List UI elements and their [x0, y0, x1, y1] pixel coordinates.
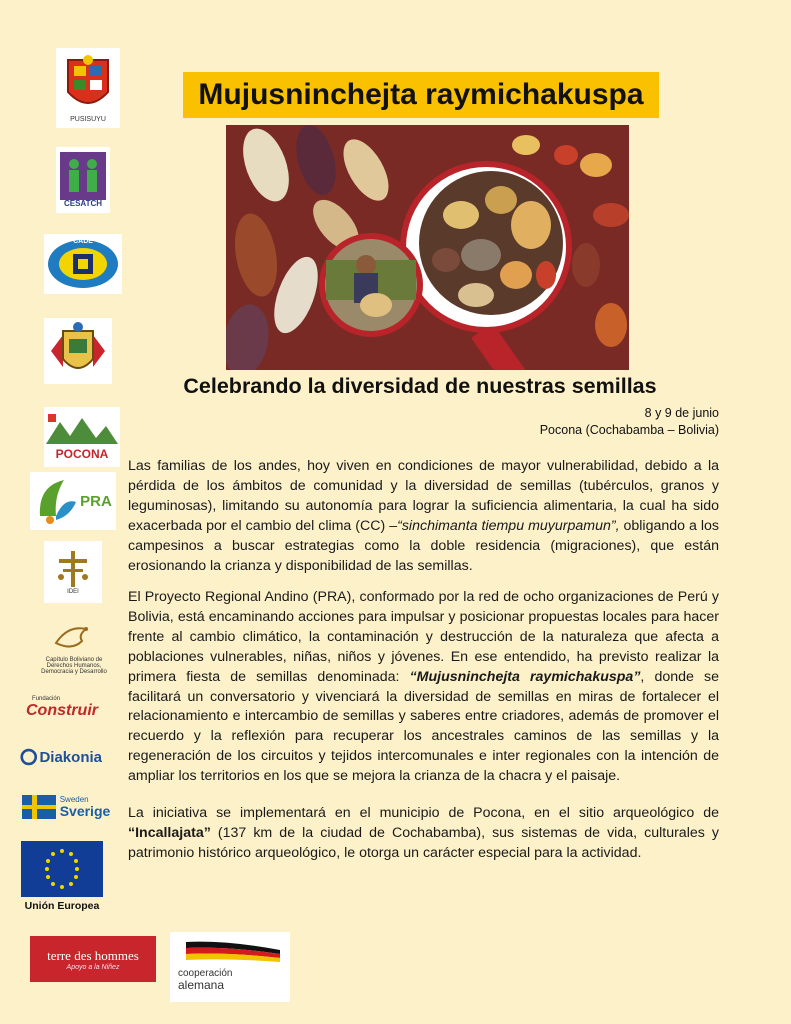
- logo-sweden: [20, 792, 112, 822]
- diakonia-icon: [20, 747, 37, 767]
- p2-text-b: , donde se facilitará un conversatorio y vivenciará la diversidad de semillas en miras de fortalecer el relacionamiento e intercambio de semillas y saberes entre criadores, además de promover el recuerdo y la reflexión para recuperar los ancestrales caminos de las semillas y la regeneración de los circuitos y tejidos intercomunales e inter regionales con la intención de ampliar los territorios en los que se mejora la crianza de la chacra y el paisaje.: [128, 668, 719, 785]
- diakonia-caption: Diakonia: [39, 748, 102, 766]
- cade-sun-icon: [46, 237, 120, 291]
- pusisuyu-emblem-icon: [60, 54, 116, 116]
- logo-pocona: [44, 407, 120, 467]
- p1-text-b: obligando a los campesinos a buscar estrategias como la doble residencia (migraciones), que están erosionando la crianza y disponibilidad de las semillas.: [128, 517, 720, 574]
- logo-pra: [30, 472, 116, 530]
- logo-terre-des-hommes: [30, 936, 156, 982]
- event-location: Pocona (Cochabamba – Bolivia): [539, 423, 719, 437]
- logo-cooperacion-alemana: [170, 932, 290, 1002]
- p3-text-a: La iniciativa se implementará en el municipio de Pocona, en el sitio arqueológico de: [128, 805, 719, 821]
- child-photo: [319, 233, 423, 337]
- page-title: Mujusninchejta raymichakuspa: [198, 78, 644, 111]
- capitulo-caption: Capítulo Boliviano de Derechos Humanos, Democracia y Desarrollo: [41, 657, 107, 675]
- p1-text-a: Las familias de los andes, hoy viven en condiciones de mayor vulnerabilidad, debido a la pérdida de los ámbitos de comunidad y la diversidad de semillas (tubérculos, granos y leguminosas), limitando su autonomía para lograr la suficiencia alimentaria, la cual ha sido exacerbada por el cambio del clima (CC) –: [128, 458, 719, 534]
- title-banner: [183, 72, 659, 118]
- pusisuyu-caption: PUSISUYU: [70, 115, 106, 123]
- seeds-photo-collage: [226, 125, 629, 370]
- construir-prefix: Fundación: [32, 696, 61, 702]
- event-dates: 8 y 9 de junio: [644, 406, 719, 420]
- pocona-landscape-icon: [46, 414, 118, 448]
- pocona-caption: POCONA: [55, 447, 109, 461]
- pra-caption: PRA: [80, 492, 112, 510]
- cesatch-figures-icon: [60, 152, 106, 200]
- hero-image: [226, 125, 629, 370]
- logo-coat-of-arms: [44, 318, 112, 384]
- sweden-bottom: Sverige: [59, 803, 111, 819]
- sweden-flag-icon: [22, 795, 56, 819]
- tdh-sub: Apoyo a la Niñez: [66, 963, 120, 971]
- cesatch-caption: CESATCH: [63, 199, 103, 208]
- pra-leaf-icon: [34, 476, 78, 526]
- logo-pusisuyu: [56, 48, 120, 128]
- p1-quote: “sinchimanta tiempu muyurpamun”,: [397, 517, 620, 534]
- construir-caption: Construir: [26, 702, 98, 719]
- logo-construir: [26, 688, 116, 728]
- eu-flag-icon: [21, 841, 103, 897]
- paragraph-2: [128, 588, 719, 787]
- logo-cade: [44, 234, 122, 294]
- coop-bottom: alemana: [178, 978, 225, 992]
- cade-caption: CADE: [73, 238, 93, 245]
- idei-cross-icon: [53, 549, 93, 589]
- p3-text-b: (137 km de la ciudad de Cochabamba), sus sistemas de vida, culturales y patrimonio histórico arqueológico, le otorga un carácter especial para la actividad.: [128, 824, 719, 861]
- logo-idei: [44, 541, 102, 603]
- tdh-caption: terre des hommes: [47, 947, 139, 963]
- p3-site: “Incallajata”: [128, 824, 211, 841]
- dove-icon: [52, 621, 96, 657]
- sweden-top: Sweden: [59, 795, 89, 804]
- german-flag-wave-icon: [176, 938, 286, 968]
- idei-caption: IDEI: [67, 589, 79, 595]
- coat-of-arms-icon: [47, 321, 109, 381]
- logo-cesatch: [56, 147, 110, 213]
- logo-capitulo-boliviano: [38, 612, 110, 684]
- subtitle: Celebrando la diversidad de nuestras semillas: [183, 374, 657, 398]
- paragraph-3: [128, 804, 719, 864]
- p2-text-a: El Proyecto Regional Andino (PRA), conformado por la red de ocho organizaciones de Perú y Bolivia, está encaminando acciones para impulsar y posicionar propuestas locales para hacer frente al cambio climático, la contaminación y destrucción de la naturaleza que afecta a poblaciones vulnerables, niñas, niños y jóvenes. En ese entendido, ha previsto realizar la primera fiesta de semillas denominada:: [128, 589, 719, 685]
- paragraph-1: [128, 457, 719, 576]
- eu-caption: Unión Europea: [24, 899, 100, 912]
- logo-diakonia: [20, 742, 102, 772]
- coop-top: cooperación: [178, 968, 233, 979]
- p2-event-name: “Mujusninchejta raymichakuspa”: [409, 668, 641, 685]
- logo-eu: [20, 840, 104, 912]
